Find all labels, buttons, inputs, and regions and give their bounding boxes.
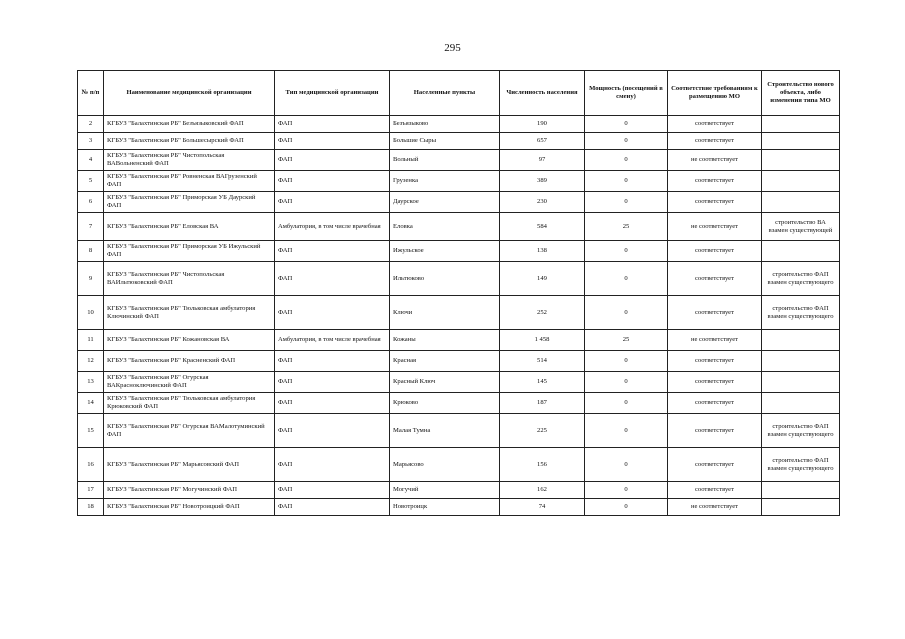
cell-construction-note [762,330,840,351]
cell-construction-note: строительство ВА взамен существующей [762,213,840,241]
cell-compliance: соответствует [668,192,762,213]
cell-organization-type: ФАП [275,241,390,262]
cell-row-number: 2 [78,116,104,133]
cell-population: 389 [500,171,585,192]
page-number: 295 [444,42,461,54]
cell-construction-note [762,150,840,171]
cell-construction-note [762,116,840,133]
cell-population: 230 [500,192,585,213]
cell-organization-type: Амбулатория, в том числе врачебная [275,213,390,241]
cell-capacity: 0 [585,116,668,133]
cell-organization-name: КГБУЗ "Балахтинская РБ" Кожановская ВА [104,330,275,351]
cell-construction-note: строительство ФАП взамен существующего [762,262,840,296]
table-row [78,330,840,351]
cell-compliance: соответствует [668,448,762,482]
cell-capacity: 0 [585,192,668,213]
header-compliance: Соответствие требованиям к размещению МО [668,71,762,116]
cell-settlement: Даурское [390,192,500,213]
cell-organization-name: КГБУЗ "Балахтинская РБ" Большесырский ФАП [104,133,275,150]
cell-row-number: 7 [78,213,104,241]
cell-organization-type: ФАП [275,414,390,448]
cell-compliance: не соответствует [668,150,762,171]
cell-settlement: Могучий [390,482,500,499]
cell-compliance: соответствует [668,372,762,393]
cell-organization-name: КГБУЗ "Балахтинская РБ" Огурская ВАМалотуминский ФАП [104,414,275,448]
cell-organization-type: ФАП [275,296,390,330]
cell-population: 584 [500,213,585,241]
cell-row-number: 5 [78,171,104,192]
cell-capacity: 0 [585,448,668,482]
cell-row-number: 13 [78,372,104,393]
cell-compliance: соответствует [668,296,762,330]
cell-compliance: соответствует [668,414,762,448]
cell-settlement: Ключи [390,296,500,330]
cell-organization-name: КГБУЗ "Балахтинская РБ" Новотроицкий ФАП [104,499,275,516]
header-type: Тип медицинской организации [275,71,390,116]
table-row [78,116,840,133]
cell-compliance: соответствует [668,133,762,150]
table-row [78,296,840,330]
cell-organization-type: ФАП [275,351,390,372]
cell-organization-type: ФАП [275,499,390,516]
cell-row-number: 4 [78,150,104,171]
cell-population: 74 [500,499,585,516]
table-row [78,372,840,393]
cell-settlement: Красный Ключ [390,372,500,393]
cell-organization-name: КГБУЗ "Балахтинская РБ" Тюльковская амбулатория Крюковский ФАП [104,393,275,414]
cell-capacity: 0 [585,262,668,296]
cell-compliance: соответствует [668,241,762,262]
cell-settlement: Марьясово [390,448,500,482]
table-row [78,393,840,414]
cell-organization-type: ФАП [275,372,390,393]
cell-organization-type: Амбулатория, в том числе врачебная [275,330,390,351]
cell-construction-note: строительство ФАП взамен существующего [762,414,840,448]
cell-organization-type: ФАП [275,393,390,414]
cell-capacity: 0 [585,171,668,192]
cell-population: 187 [500,393,585,414]
cell-population: 138 [500,241,585,262]
cell-settlement: Кожаны [390,330,500,351]
cell-organization-name: КГБУЗ "Балахтинская РБ" Марьясовский ФАП [104,448,275,482]
cell-compliance: соответствует [668,393,762,414]
cell-capacity: 0 [585,372,668,393]
header-num: № п/п [78,71,104,116]
cell-capacity: 0 [585,150,668,171]
cell-population: 225 [500,414,585,448]
cell-organization-name: КГБУЗ "Балахтинская РБ" Чистопольская ВАВольненский ФАП [104,150,275,171]
cell-settlement: Еловка [390,213,500,241]
cell-capacity: 0 [585,393,668,414]
cell-organization-type: ФАП [275,448,390,482]
cell-row-number: 18 [78,499,104,516]
table-row [78,414,840,448]
cell-population: 162 [500,482,585,499]
cell-construction-note [762,241,840,262]
cell-capacity: 25 [585,213,668,241]
cell-settlement: Ижульское [390,241,500,262]
cell-row-number: 3 [78,133,104,150]
cell-organization-type: ФАП [275,133,390,150]
cell-construction-note: строительство ФАП взамен существующего [762,296,840,330]
cell-settlement: Безъязыково [390,116,500,133]
table-row [78,241,840,262]
cell-settlement: Крюково [390,393,500,414]
cell-compliance: не соответствует [668,499,762,516]
header-capacity: Мощность (посещений в смену) [585,71,668,116]
cell-organization-name: КГБУЗ "Балахтинская РБ" Красненский ФАП [104,351,275,372]
table-row [78,171,840,192]
table-header-row [78,71,840,116]
table-row [78,150,840,171]
cell-construction-note [762,499,840,516]
table-row [78,448,840,482]
cell-capacity: 25 [585,330,668,351]
cell-construction-note [762,171,840,192]
cell-settlement: Малая Тумна [390,414,500,448]
header-place: Населенные пункты [390,71,500,116]
cell-organization-name: КГБУЗ "Балахтинская РБ" Чистопольская ВАИльтюковский ФАП [104,262,275,296]
cell-row-number: 10 [78,296,104,330]
header-org: Наименование медицинской организации [104,71,275,116]
cell-organization-type: ФАП [275,150,390,171]
table-row [78,351,840,372]
table-row [78,499,840,516]
cell-organization-name: КГБУЗ "Балахтинская РБ" Могучинский ФАП [104,482,275,499]
cell-population: 156 [500,448,585,482]
cell-organization-type: ФАП [275,192,390,213]
cell-compliance: соответствует [668,262,762,296]
cell-organization-type: ФАП [275,482,390,499]
cell-compliance: соответствует [668,171,762,192]
table-body [78,116,840,516]
cell-capacity: 0 [585,296,668,330]
cell-construction-note [762,372,840,393]
cell-compliance: не соответствует [668,330,762,351]
cell-capacity: 0 [585,482,668,499]
cell-settlement: Большие Сыры [390,133,500,150]
table-row [78,133,840,150]
cell-organization-name: КГБУЗ "Балахтинская РБ" Приморская УБ Ижульский ФАП [104,241,275,262]
cell-organization-name: КГБУЗ "Балахтинская РБ" Огурская ВАКрасноключинский ФАП [104,372,275,393]
cell-compliance: не соответствует [668,213,762,241]
cell-row-number: 11 [78,330,104,351]
medical-organizations-table [77,70,840,516]
table-row [78,213,840,241]
header-construction: Строительство нового объекта, либо изменения типа МО [762,71,840,116]
header-population: Численность населения [500,71,585,116]
cell-organization-type: ФАП [275,262,390,296]
cell-row-number: 14 [78,393,104,414]
cell-capacity: 0 [585,499,668,516]
cell-organization-name: КГБУЗ "Балахтинская РБ" Ровненская ВАГрузенский ФАП [104,171,275,192]
cell-compliance: соответствует [668,116,762,133]
cell-construction-note: строительство ФАП взамен существующего [762,448,840,482]
table-row [78,192,840,213]
cell-compliance: соответствует [668,482,762,499]
cell-row-number: 6 [78,192,104,213]
cell-capacity: 0 [585,241,668,262]
table-row [78,482,840,499]
cell-settlement: Ильтюково [390,262,500,296]
cell-population: 145 [500,372,585,393]
cell-settlement: Красная [390,351,500,372]
cell-row-number: 16 [78,448,104,482]
cell-population: 252 [500,296,585,330]
cell-settlement: Новотроицк [390,499,500,516]
cell-row-number: 8 [78,241,104,262]
cell-construction-note [762,192,840,213]
cell-organization-type: ФАП [275,116,390,133]
cell-settlement: Грузенка [390,171,500,192]
cell-organization-name: КГБУЗ "Балахтинская РБ" Еловская ВА [104,213,275,241]
cell-row-number: 9 [78,262,104,296]
cell-settlement: Вольный [390,150,500,171]
cell-population: 97 [500,150,585,171]
cell-organization-name: КГБУЗ "Балахтинская РБ" Безъязыковский ФАП [104,116,275,133]
cell-row-number: 15 [78,414,104,448]
cell-organization-type: ФАП [275,171,390,192]
cell-row-number: 17 [78,482,104,499]
cell-population: 657 [500,133,585,150]
cell-capacity: 0 [585,414,668,448]
cell-population: 149 [500,262,585,296]
cell-row-number: 12 [78,351,104,372]
cell-construction-note [762,393,840,414]
cell-compliance: соответствует [668,351,762,372]
cell-construction-note [762,351,840,372]
cell-construction-note [762,133,840,150]
cell-construction-note [762,482,840,499]
table-row [78,262,840,296]
cell-capacity: 0 [585,351,668,372]
cell-population: 190 [500,116,585,133]
cell-organization-name: КГБУЗ "Балахтинская РБ" Тюльковская амбулатория Ключинский ФАП [104,296,275,330]
cell-capacity: 0 [585,133,668,150]
cell-population: 514 [500,351,585,372]
cell-population: 1 458 [500,330,585,351]
cell-organization-name: КГБУЗ "Балахтинская РБ" Приморская УБ Даурский ФАП [104,192,275,213]
